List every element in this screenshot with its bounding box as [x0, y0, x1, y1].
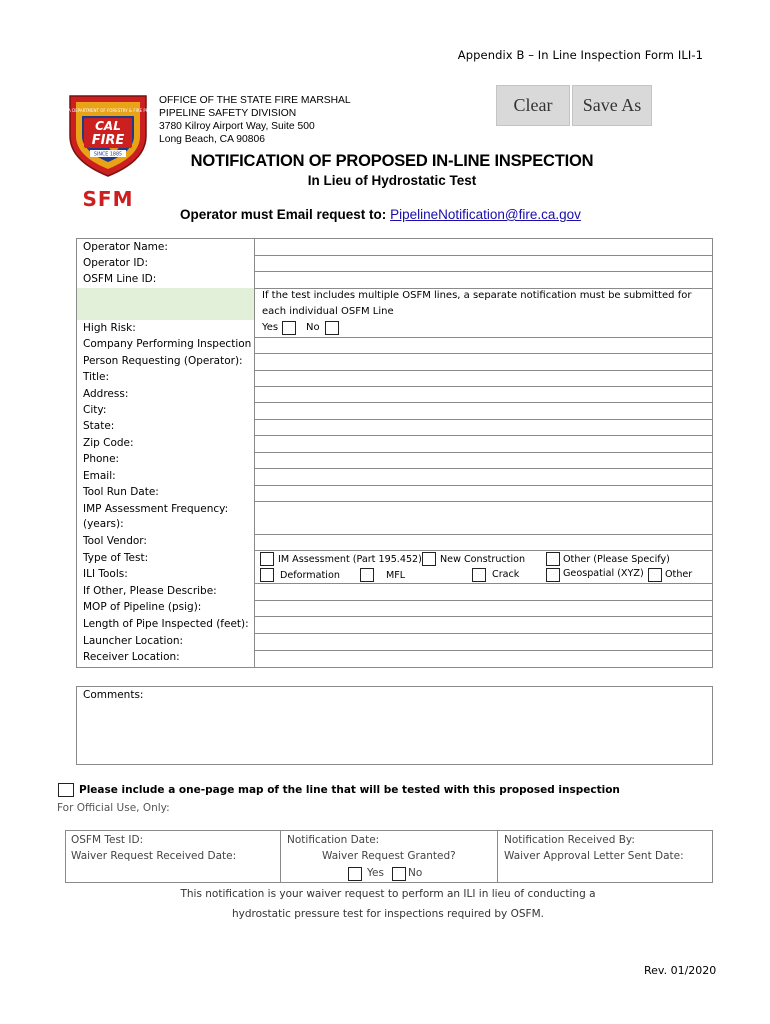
address-label: Address:: [83, 388, 129, 400]
ili-tools-label: ILI Tools:: [83, 568, 128, 580]
waiver-granted-yes-label: Yes: [367, 867, 384, 879]
city-input[interactable]: [256, 403, 712, 418]
logo-since-text: SINCE 1885: [93, 152, 123, 158]
high-risk-no-label: No: [306, 322, 320, 333]
save-as-button[interactable]: Save As: [572, 85, 652, 126]
deformation-checkbox[interactable]: [260, 568, 274, 582]
office-line: PIPELINE SAFETY DIVISION: [159, 108, 297, 119]
waiver-received-label: Waiver Request Received Date:: [71, 850, 237, 862]
person-requesting-label: Person Requesting (Operator):: [83, 355, 243, 367]
tool-run-date-input[interactable]: [256, 486, 712, 500]
other-test-checkbox[interactable]: [546, 552, 560, 566]
high-risk-no-checkbox[interactable]: [325, 321, 339, 335]
geospatial-checkbox[interactable]: [546, 568, 560, 582]
waiver-note-line-1: This notification is your waiver request to perform an ILI in lieu of conducting a: [180, 888, 596, 900]
approval-sent-label: Waiver Approval Letter Sent Date:: [504, 850, 684, 862]
official-use-label: For Official Use, Only:: [57, 802, 170, 814]
company-input[interactable]: [256, 338, 712, 352]
email-input[interactable]: [256, 469, 712, 484]
operator-name-input[interactable]: [256, 239, 712, 254]
other-tool-label: Other: [665, 569, 693, 580]
im-assessment-checkbox[interactable]: [260, 552, 274, 566]
highlighted-cell: [77, 288, 254, 320]
waiver-granted-no-label: No: [408, 867, 423, 879]
email-instruction: [180, 207, 581, 222]
office-address-block: [159, 94, 351, 146]
logo-fire-text: FIRE: [91, 133, 125, 148]
office-line: OFFICE OF THE STATE FIRE MARSHAL: [159, 95, 351, 106]
address-input[interactable]: [256, 387, 712, 401]
title-label: Title:: [83, 371, 110, 383]
company-label: Company Performing Inspection: [83, 338, 252, 350]
imp-frequency-years-label: (years):: [83, 518, 124, 530]
tool-run-date-label: Tool Run Date:: [83, 486, 159, 498]
waiver-granted-label: Waiver Request Granted?: [322, 850, 456, 862]
waiver-granted-no-checkbox[interactable]: [392, 867, 406, 881]
person-input[interactable]: [256, 354, 712, 369]
other-tool-checkbox[interactable]: [648, 568, 662, 582]
form-subtitle: In Lieu of Hydrostatic Test: [307, 173, 477, 188]
length-input[interactable]: [256, 617, 712, 632]
zip-input[interactable]: [256, 436, 712, 451]
phone-label: Phone:: [83, 453, 120, 465]
revision-label: Rev. 01/2020: [644, 964, 717, 977]
form-title: NOTIFICATION OF PROPOSED IN-LINE INSPECTION: [190, 152, 594, 170]
high-risk-yes-label: Yes: [262, 322, 279, 333]
comments-textarea[interactable]: [76, 686, 713, 765]
receiver-label: Receiver Location:: [83, 651, 180, 663]
state-input[interactable]: [256, 420, 712, 434]
phone-input[interactable]: [256, 453, 712, 467]
crack-label: Crack: [492, 569, 520, 580]
mop-label: MOP of Pipeline (psig):: [83, 601, 202, 613]
tool-vendor-input[interactable]: [256, 535, 712, 549]
imp-frequency-label: IMP Assessment Frequency:: [83, 503, 229, 515]
office-line: 3780 Kilroy Airport Way, Suite 500: [159, 121, 315, 132]
receiver-input[interactable]: [256, 651, 712, 667]
logo-ring-text: CALIFORNIA DEPARTMENT OF FORESTRY & FIRE PROTECTION: [46, 108, 170, 113]
operator-id-input[interactable]: [256, 256, 712, 270]
email-label: Email:: [83, 470, 116, 482]
mfl-label: MFL: [386, 570, 406, 581]
state-label: State:: [83, 420, 115, 432]
other-test-label: Other (Please Specify): [563, 554, 670, 565]
title-input[interactable]: [256, 371, 712, 385]
launcher-label: Launcher Location:: [83, 635, 184, 647]
map-included-checkbox[interactable]: [58, 783, 74, 797]
geospatial-label: Geospatial (XYZ): [563, 568, 644, 579]
other-describe-input[interactable]: [256, 584, 712, 599]
waiver-granted-yes-checkbox[interactable]: [348, 867, 362, 881]
operator-name-label: Operator Name:: [83, 241, 168, 253]
deformation-label: Deformation: [280, 570, 340, 581]
type-of-test-label: Type of Test:: [83, 552, 149, 564]
mfl-checkbox[interactable]: [360, 568, 374, 582]
length-label: Length of Pipe Inspected (feet):: [83, 618, 249, 630]
high-risk-yes-checkbox[interactable]: [282, 321, 296, 335]
received-by-label: Notification Received By:: [504, 834, 635, 846]
mop-input[interactable]: [256, 601, 712, 615]
tool-vendor-label: Tool Vendor:: [83, 535, 147, 547]
osfm-line-id-label: OSFM Line ID:: [83, 273, 157, 285]
logo-sfm-text: SFM: [82, 187, 134, 211]
notification-date-label: Notification Date:: [287, 834, 380, 846]
logo-cal-text: CAL: [95, 119, 121, 133]
operator-id-label: Operator ID:: [83, 257, 149, 269]
clear-button[interactable]: Clear: [496, 85, 570, 126]
osfm-line-id-input[interactable]: [256, 272, 712, 287]
appendix-label: Appendix B – In Line Inspection Form ILI-1: [457, 48, 703, 62]
multiple-lines-note-2: each individual OSFM Line: [262, 306, 394, 317]
city-label: City:: [83, 404, 107, 416]
osfm-test-id-label: OSFM Test ID:: [71, 834, 144, 846]
if-other-label: If Other, Please Describe:: [83, 585, 217, 597]
zip-label: Zip Code:: [83, 437, 134, 449]
waiver-note: [0, 884, 770, 924]
new-construction-checkbox[interactable]: [422, 552, 436, 566]
waiver-note-line-2: hydrostatic pressure test for inspections required by OSFM.: [232, 908, 544, 920]
high-risk-label: High Risk:: [83, 322, 136, 334]
comments-label: Comments:: [83, 689, 144, 701]
office-line: Long Beach, CA 90806: [159, 134, 265, 145]
multiple-lines-note: If the test includes multiple OSFM lines, a separate notification must be submitted for: [262, 290, 692, 301]
launcher-input[interactable]: [256, 634, 712, 649]
email-prompt: Operator must Email request to:: [180, 207, 387, 222]
cal-fire-logo: [46, 92, 170, 211]
map-note: Please include a one-page map of the line that will be tested with this proposed inspection: [79, 784, 620, 796]
im-assessment-label: IM Assessment (Part 195.452): [278, 554, 422, 565]
email-link[interactable]: PipelineNotification@fire.ca.gov: [390, 207, 581, 222]
imp-frequency-input[interactable]: [256, 502, 712, 533]
crack-checkbox[interactable]: [472, 568, 486, 582]
new-construction-label: New Construction: [440, 554, 526, 565]
